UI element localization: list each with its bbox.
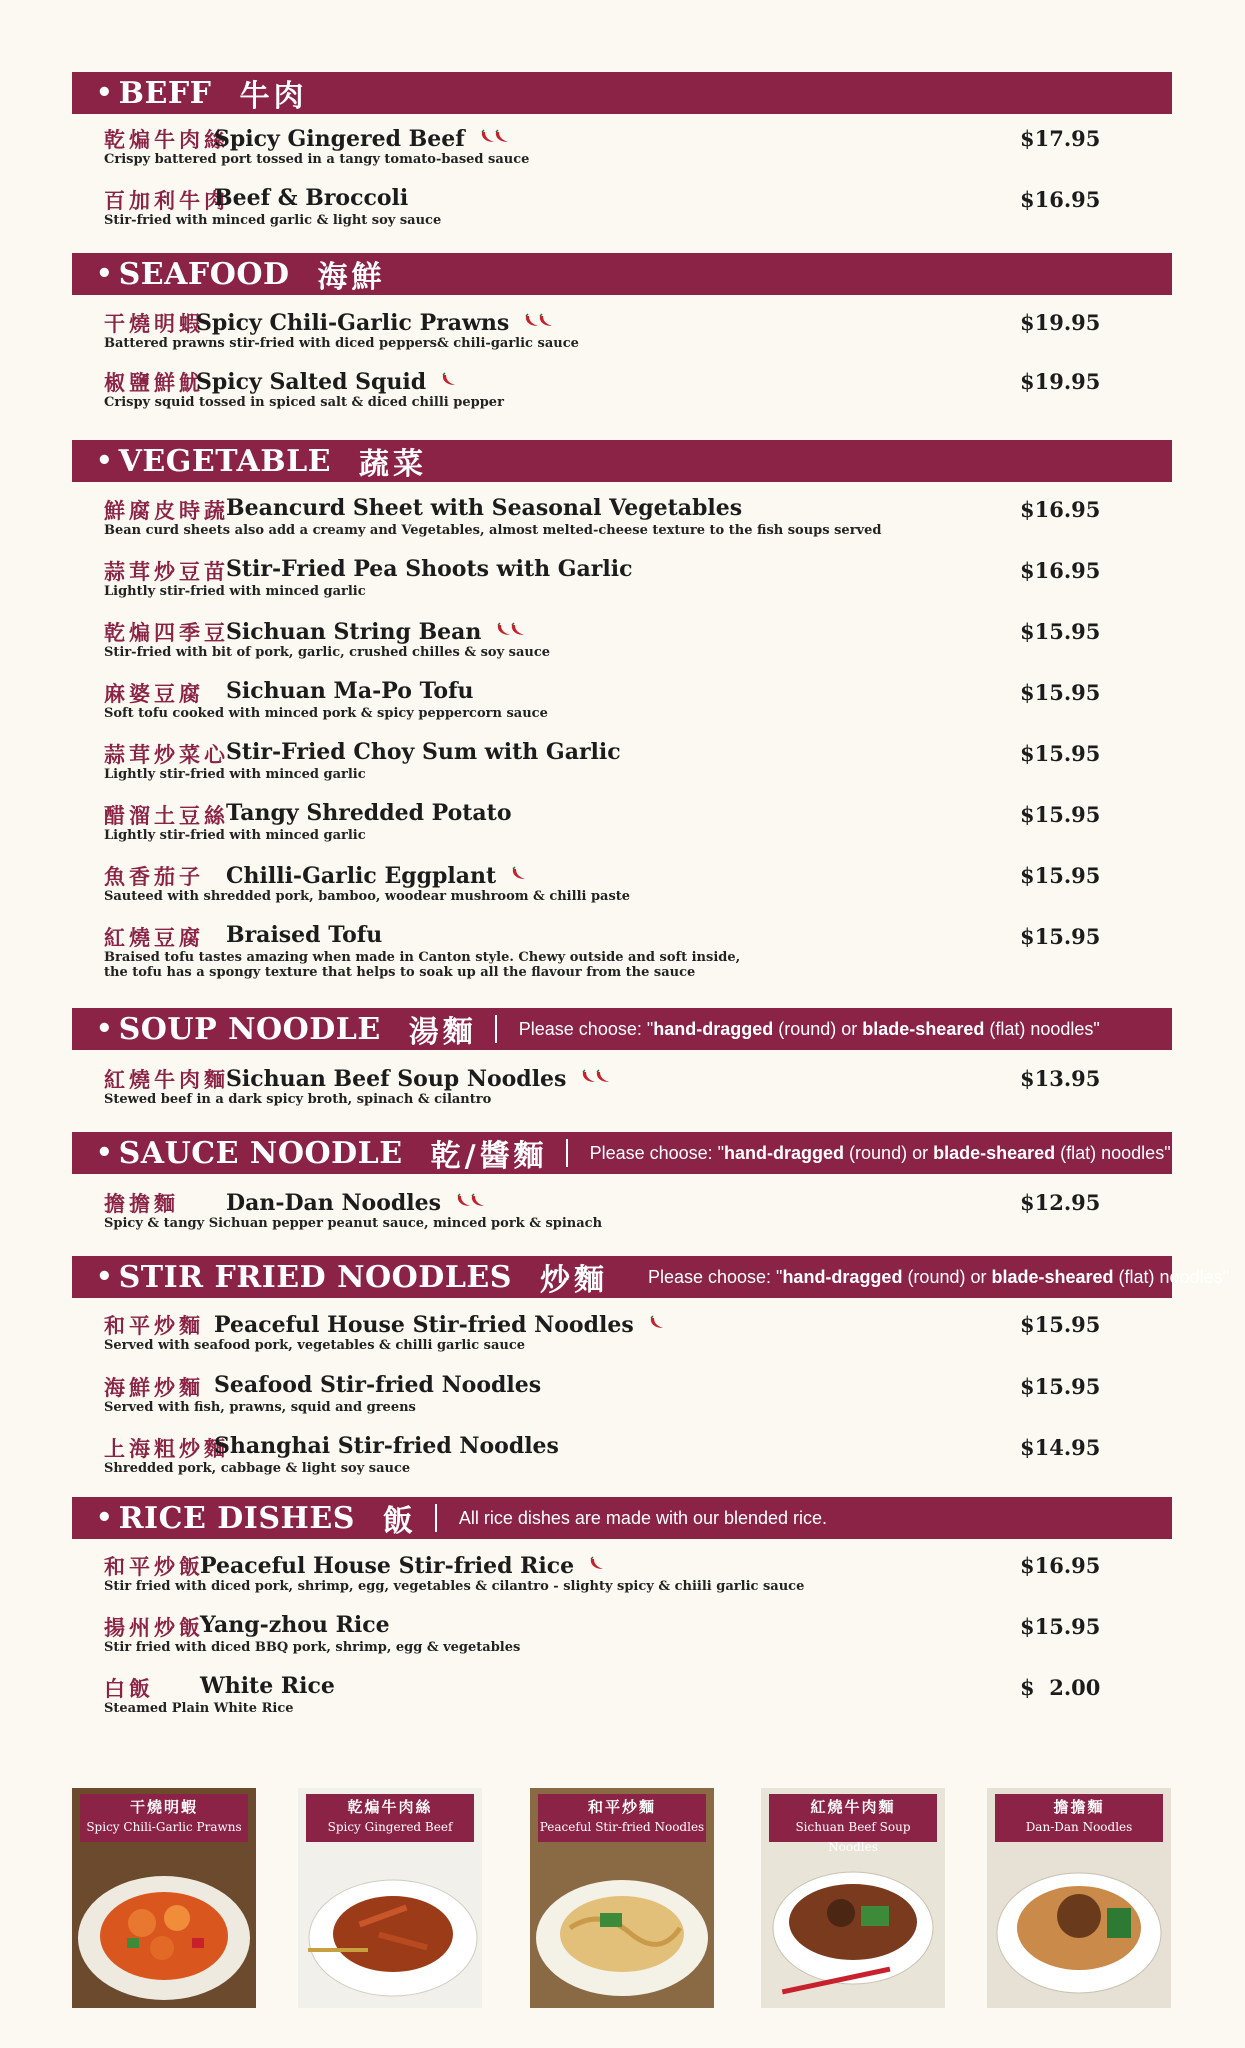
item-name: Stir-Fried Pea Shoots with Garlic [226, 556, 633, 582]
item-description [104, 950, 740, 980]
chili-icon [523, 308, 551, 334]
item-name-zh: 和平炒飯 [104, 1554, 204, 1579]
item-name: White Rice [200, 1673, 335, 1699]
description-line: Steamed Plain White Rice [104, 1701, 294, 1716]
item-description [104, 584, 366, 599]
item-name: Spicy Salted Squid [196, 367, 454, 395]
item-name: Seafood Stir-fried Noodles [214, 1372, 542, 1398]
section-title-zh: 海鮮 [317, 260, 386, 295]
item-name-zh: 麻婆豆腐 [104, 681, 204, 706]
menu-item [104, 800, 1172, 854]
chili-icon [648, 1310, 662, 1336]
item-price: $16.95 [1020, 187, 1101, 212]
item-price: $13.95 [1020, 1066, 1101, 1091]
menu-item [104, 1612, 1172, 1666]
photo-caption [538, 1794, 706, 1842]
item-name: Sichuan String Bean [226, 617, 523, 645]
menu-item [104, 556, 1172, 610]
item-description [104, 645, 550, 660]
note-b2: blade-sheared [862, 1018, 985, 1039]
photo-caption-zh: 擔擔麵 [1053, 1798, 1105, 1816]
item-price: $ 2.00 [1020, 1675, 1101, 1700]
menu-section-sauce-noodle [72, 1132, 1172, 1231]
item-name: Sichuan Ma-Po Tofu [226, 678, 474, 704]
item-description [104, 828, 366, 843]
dandan-noodles-photo [987, 1788, 1171, 2008]
item-price: $16.95 [1020, 558, 1101, 583]
photo-caption-zh: 和平炒麵 [587, 1798, 656, 1816]
item-name-zh: 蒜茸炒菜心 [104, 742, 229, 767]
section-header [72, 1497, 1172, 1539]
item-description [104, 767, 366, 782]
note-b1: hand-dragged [782, 1266, 903, 1287]
photo-caption-en: Spicy Chili-Garlic Prawns [86, 1820, 242, 1834]
item-name-zh: 和平炒麵 [104, 1313, 204, 1338]
note-pre: Please choose: " [589, 1142, 725, 1163]
section-header [72, 1132, 1172, 1174]
section-title: BEFF [118, 75, 212, 111]
bullet-icon: • [96, 1138, 113, 1168]
photo-caption-en: Peaceful Stir-fried Noodles [539, 1820, 705, 1834]
item-price: $15.95 [1020, 1374, 1101, 1399]
section-title: SAUCE NOODLE [118, 1135, 403, 1171]
description-line: Bean curd sheets also add a creamy and Vegetables, almost melted-cheese texture to the fish soups served [104, 523, 882, 538]
item-description [104, 1400, 416, 1415]
item-name: Spicy Chili-Garlic Prawns [196, 308, 551, 336]
item-name: Tangy Shredded Potato [226, 800, 512, 826]
description-line: the tofu has a spongy texture that helps to soak up all the flavour from the sauce [104, 965, 696, 980]
photo-strip [72, 1788, 1172, 2008]
item-name: Sichuan Beef Soup Noodles [226, 1064, 608, 1092]
item-name-zh: 蒜茸炒豆苗 [104, 559, 229, 584]
section-title: STIR FRIED NOODLES [118, 1259, 512, 1295]
item-description [104, 1216, 602, 1231]
menu-item [104, 185, 1172, 239]
item-price: $15.95 [1020, 924, 1101, 949]
section-header [72, 440, 1172, 482]
section-divider [435, 1504, 437, 1532]
item-name-zh: 乾煸四季豆 [104, 620, 229, 645]
item-price: $15.95 [1020, 863, 1101, 888]
section-header [72, 1256, 1229, 1298]
menu-section-seafood [72, 253, 1172, 410]
item-name: Dan-Dan Noodles [226, 1188, 483, 1216]
item-price: $15.95 [1020, 741, 1101, 766]
bullet-icon: • [96, 78, 113, 108]
item-name-zh: 揚州炒飯 [104, 1615, 204, 1640]
item-name: Beef & Broccoli [214, 185, 409, 211]
section-note [648, 1267, 1229, 1288]
item-name: Chilli-Garlic Eggplant [226, 861, 524, 889]
menu-item [104, 1372, 1172, 1426]
bullet-icon: • [96, 1014, 113, 1044]
section-divider [566, 1139, 568, 1167]
item-name-zh: 百加利牛肉 [104, 188, 229, 213]
chili-icon [510, 861, 524, 887]
section-title: VEGETABLE [118, 443, 332, 479]
item-price: $15.95 [1020, 619, 1101, 644]
prawns-dish-photo [72, 1788, 256, 2008]
description-line: Lightly stir-fried with minced garlic [104, 584, 366, 599]
item-description [104, 889, 630, 904]
description-line: Stir fried with diced BBQ pork, shrimp, egg & vegetables [104, 1640, 521, 1655]
description-line: Braised tofu tastes amazing when made in Canton style. Chewy outside and soft inside, [104, 950, 741, 965]
section-note [590, 1143, 1171, 1164]
item-price: $14.95 [1020, 1435, 1101, 1460]
item-description [104, 152, 529, 167]
photo-caption-zh: 干燒明蝦 [129, 1798, 198, 1816]
note-post: (flat) noodles" [1113, 1266, 1229, 1287]
note-mid: (round) or [902, 1266, 992, 1287]
menu-section-beff [72, 72, 1172, 228]
chili-icon [580, 1064, 608, 1090]
soup-noodles-photo [761, 1788, 945, 2008]
photo-caption [769, 1794, 937, 1854]
item-description [104, 336, 579, 351]
menu-item [104, 308, 1172, 362]
menu-item [104, 1433, 1172, 1487]
section-divider [495, 1015, 497, 1043]
item-name-zh: 紅燒牛肉麵 [104, 1067, 229, 1092]
menu-item [104, 495, 1172, 549]
section-header [72, 253, 1172, 295]
menu-item [104, 1064, 1172, 1118]
item-description [104, 1461, 410, 1476]
item-price: $15.95 [1020, 802, 1101, 827]
section-title: SOUP NOODLE [118, 1011, 381, 1047]
item-description [104, 1640, 520, 1655]
item-price: $15.95 [1020, 1312, 1101, 1337]
note-b1: hand-dragged [653, 1018, 774, 1039]
photo-caption-en: Sichuan Beef Soup Noodles [795, 1820, 911, 1854]
item-name-zh: 乾煸牛肉絲 [104, 127, 229, 152]
section-title-zh: 湯麵 [408, 1015, 477, 1050]
description-line: Crispy squid tossed in spiced salt & diced chilli pepper [104, 395, 504, 410]
item-price: $16.95 [1020, 1553, 1101, 1578]
item-price: $15.95 [1020, 1614, 1101, 1639]
section-title-zh: 炒麵 [539, 1263, 608, 1298]
chili-icon [495, 617, 523, 643]
section-title-zh: 乾/醬麵 [430, 1139, 548, 1174]
item-name-zh: 魚香茄子 [104, 864, 204, 889]
menu-item [104, 1673, 1172, 1727]
noodles-dish-photo [530, 1788, 714, 2008]
description-line: Crispy battered port tossed in a tangy tomato-based sauce [104, 152, 530, 167]
section-header [72, 72, 1172, 114]
section-note [519, 1019, 1100, 1040]
note-mid: (round) or [844, 1142, 934, 1163]
menu-item [104, 739, 1172, 793]
section-title-zh: 牛肉 [239, 79, 308, 114]
item-name-zh: 椒鹽鮮魷 [104, 370, 204, 395]
menu-item [104, 367, 1172, 421]
item-name: Beancurd Sheet with Seasonal Vegetables [226, 495, 743, 521]
menu-item [104, 124, 1172, 178]
note-pre: Please choose: " [518, 1018, 654, 1039]
chili-icon [588, 1551, 602, 1577]
item-name: Shanghai Stir-fried Noodles [214, 1433, 559, 1459]
photo-caption-en: Dan-Dan Noodles [1025, 1820, 1133, 1834]
photo-caption-en: Spicy Gingered Beef [327, 1820, 453, 1834]
photo-caption [306, 1794, 474, 1842]
item-price: $15.95 [1020, 680, 1101, 705]
description-line: Battered prawns stir-fried with diced peppers& chili-garlic sauce [104, 336, 579, 351]
item-name-zh: 上海粗炒麵 [104, 1436, 229, 1461]
item-description [104, 213, 441, 228]
note-post: (flat) noodles" [984, 1018, 1100, 1039]
description-line: Stir-fried with bit of pork, garlic, crushed chilles & soy sauce [104, 645, 551, 660]
note-b1: hand-dragged [724, 1142, 845, 1163]
menu-item [104, 678, 1172, 732]
description-line: Stir-fried with minced garlic & light soy sauce [104, 213, 442, 228]
item-price: $19.95 [1020, 369, 1101, 394]
menu-section-rice-dishes [72, 1497, 1172, 1716]
section-title-zh: 蔬菜 [359, 447, 428, 482]
menu-section-vegetable [72, 440, 1172, 980]
section-title: SEAFOOD [118, 256, 290, 292]
item-name-zh: 白飯 [104, 1676, 154, 1701]
item-name-zh: 鮮腐皮時蔬 [104, 498, 229, 523]
beef-dish-photo [298, 1788, 482, 2008]
description-line: Lightly stir-fried with minced garlic [104, 828, 366, 843]
note-mid: (round) or [773, 1018, 863, 1039]
section-title-zh: 飯 [382, 1504, 417, 1539]
description-line: Served with fish, prawns, squid and greens [104, 1400, 416, 1415]
item-description [104, 1701, 294, 1716]
menu-item [104, 1551, 1172, 1605]
menu-item [104, 617, 1172, 671]
note-b2: blade-sheared [991, 1266, 1114, 1287]
item-price: $12.95 [1020, 1190, 1101, 1215]
photo-caption [995, 1794, 1163, 1842]
chili-icon [479, 124, 507, 150]
menu-item [104, 922, 1172, 980]
note-pre: Please choose: " [647, 1266, 783, 1287]
item-name-zh: 干燒明蝦 [104, 311, 204, 336]
section-header [72, 1008, 1172, 1050]
item-price: $17.95 [1020, 126, 1101, 151]
photo-caption-zh: 乾煸牛肉絲 [347, 1798, 433, 1816]
item-name: Peaceful House Stir-fried Noodles [214, 1310, 662, 1338]
item-description [104, 395, 504, 410]
note-post: (flat) noodles" [1055, 1142, 1171, 1163]
bullet-icon: • [96, 446, 113, 476]
item-name-zh: 醋溜土豆絲 [104, 803, 229, 828]
item-name: Yang-zhou Rice [200, 1612, 390, 1638]
item-description [104, 706, 548, 721]
item-price: $19.95 [1020, 310, 1101, 335]
item-name: Braised Tofu [226, 922, 383, 948]
description-line: Stewed beef in a dark spicy broth, spinach & cilantro [104, 1092, 492, 1107]
bullet-icon: • [96, 259, 113, 289]
chili-icon [440, 367, 454, 393]
menu-item [104, 861, 1172, 915]
item-description [104, 523, 881, 538]
photo-caption [80, 1794, 248, 1842]
menu-item [104, 1310, 1172, 1364]
description-line: Sauteed with shredded pork, bamboo, woodear mushroom & chilli paste [104, 889, 631, 904]
note-pre: All rice dishes are made with our blended rice. [458, 1507, 828, 1528]
menu-section-stir-fried-noodles [72, 1256, 1229, 1476]
bullet-icon: • [96, 1262, 113, 1292]
item-name: Spicy Gingered Beef [214, 124, 507, 152]
item-name-zh: 海鮮炒麵 [104, 1375, 204, 1400]
section-title: RICE DISHES [118, 1500, 355, 1536]
chili-icon [455, 1188, 483, 1214]
menu-section-soup-noodle [72, 1008, 1172, 1107]
description-line: Served with seafood pork, vegetables & chilli garlic sauce [104, 1338, 526, 1353]
item-name: Peaceful House Stir-fried Rice [200, 1551, 602, 1579]
description-line: Stir fried with diced pork, shrimp, egg, vegetables & cilantro - slighty spicy & chiili garlic sauce [104, 1579, 805, 1594]
note-b2: blade-sheared [933, 1142, 1056, 1163]
description-line: Spicy & tangy Sichuan pepper peanut sauce, minced pork & spinach [104, 1216, 603, 1231]
bullet-icon: • [96, 1503, 113, 1533]
item-description [104, 1092, 491, 1107]
item-description [104, 1338, 525, 1353]
description-line: Lightly stir-fried with minced garlic [104, 767, 366, 782]
item-description [104, 1579, 804, 1594]
menu-item [104, 1188, 1172, 1242]
description-line: Shredded pork, cabbage & light soy sauce [104, 1461, 411, 1476]
description-line: Soft tofu cooked with minced pork & spicy peppercorn sauce [104, 706, 548, 721]
item-name-zh: 擔擔麵 [104, 1191, 179, 1216]
photo-caption-zh: 紅燒牛肉麵 [810, 1798, 896, 1816]
section-note [459, 1508, 827, 1529]
item-name: Stir-Fried Choy Sum with Garlic [226, 739, 621, 765]
item-name-zh: 紅燒豆腐 [104, 925, 204, 950]
item-price: $16.95 [1020, 497, 1101, 522]
